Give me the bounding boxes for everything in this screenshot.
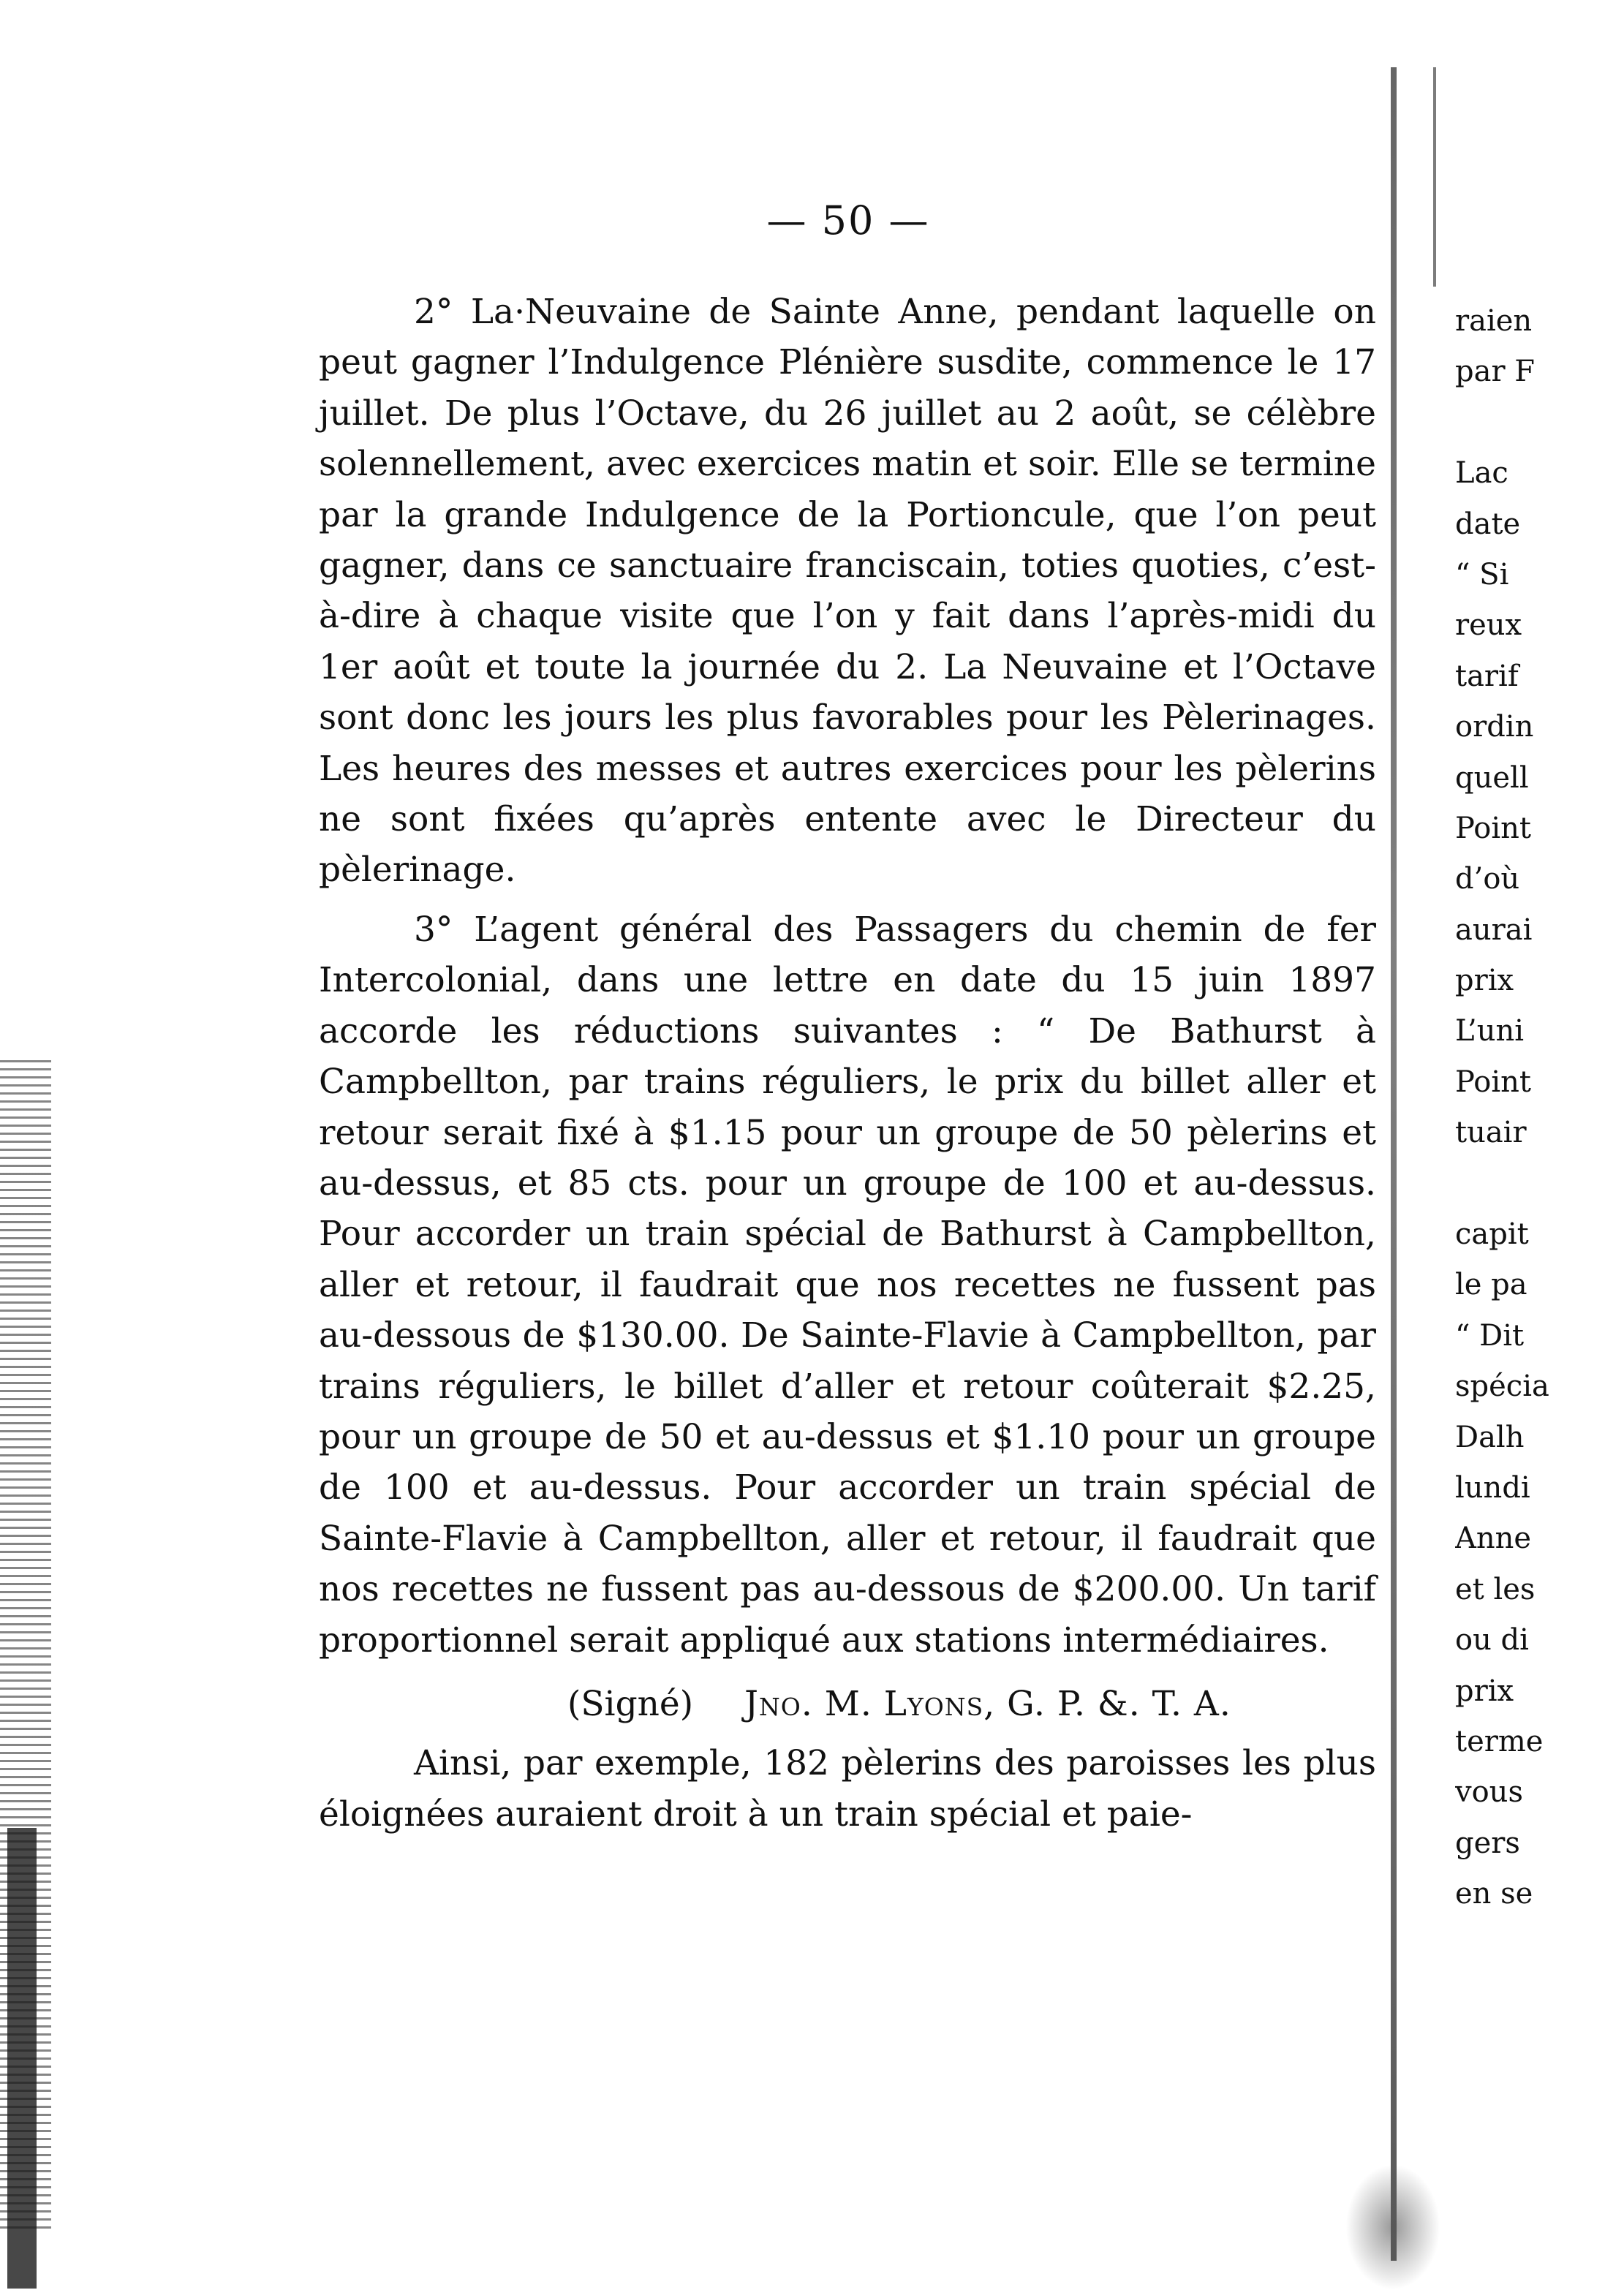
- facing-page-line: gers: [1455, 1826, 1520, 1860]
- main-text-column: [319, 287, 1376, 1840]
- facing-page-line: d’où: [1455, 862, 1520, 896]
- facing-page-line: [1455, 398, 1624, 448]
- scan-corner-smudge: [1345, 2164, 1440, 2290]
- facing-page-line: L’uni: [1455, 1014, 1525, 1048]
- signature-line: [319, 1679, 1376, 1729]
- facing-page-line: ordin: [1455, 710, 1534, 744]
- facing-page-line: [1455, 1159, 1624, 1209]
- facing-page-line: prix: [1455, 1674, 1514, 1708]
- facing-page-line: prix: [1455, 964, 1514, 998]
- facing-page-text: [1455, 296, 1624, 1920]
- facing-page-line: aurai: [1455, 912, 1533, 947]
- facing-page-line: terme: [1455, 1724, 1544, 1758]
- facing-page-line: reux: [1455, 608, 1522, 643]
- facing-page-line: raien: [1455, 304, 1533, 338]
- facing-page-line: spécia: [1455, 1369, 1549, 1404]
- facing-page-line: “ Si: [1455, 557, 1509, 592]
- signature-prefix: (Signé): [567, 1683, 694, 1724]
- facing-page-line: vous: [1455, 1775, 1523, 1810]
- facing-page-line: Lac: [1455, 456, 1508, 491]
- facing-page-line: par F: [1455, 355, 1536, 389]
- paragraph-example: Ainsi, par exemple, 182 pèlerins des paroisses les plus éloignées auraient droit à un train spécial et paie-: [319, 1743, 1376, 1834]
- facing-page-line: Point: [1455, 1065, 1532, 1099]
- facing-page-line: quell: [1455, 760, 1529, 795]
- facing-page-line: Point: [1455, 811, 1532, 845]
- page-fold-shadow: [1391, 67, 1397, 2261]
- facing-page-line: Anne: [1455, 1522, 1532, 1556]
- paragraph-neuvaine: 2° La·Neuvaine de Sainte Anne, pendant laquelle on peut gagner l’Indulgence Plénière susdite, commence le 17 juillet. De plus l’Octave, du 26 juillet au 2 août, se célèbre solennellement, avec exercices matin et soir. Elle se termine par la grande Indulgence de la Portioncule, que l’on peut gagner, dans ce sanctuaire franciscain, toties quoties, c’est-à-dire à chaque visite que l’on y fait dans l’après-midi du 1er août et toute la journée du 2. La Neuvaine et l’Octave sont donc les jours les plus favorables pour les Pèlerinages. Les heures des messes et autres exercices pour les pèlerins ne sont fixées qu’après entente avec le Directeur du pèlerinage.: [319, 292, 1376, 891]
- facing-page-line: ou di: [1455, 1623, 1529, 1658]
- facing-page-line: tarif: [1455, 659, 1519, 693]
- facing-page-line: date: [1455, 507, 1521, 541]
- facing-page-line: en se: [1455, 1877, 1533, 1911]
- page-number: — 50 —: [766, 197, 930, 243]
- facing-page-line: le pa: [1455, 1268, 1527, 1302]
- facing-page-line: lundi: [1455, 1470, 1530, 1505]
- page-edge-mark: [1433, 67, 1436, 287]
- facing-page-line: capit: [1455, 1217, 1529, 1252]
- signature-name: Jno. M. Lyons, G. P. &. T. A.: [744, 1683, 1231, 1724]
- scan-edge-shadow: [7, 1828, 37, 2289]
- paragraph-railway-reductions: 3° L’agent général des Passagers du chemin de fer Intercolonial, dans une lettre en date du 15 juin 1897 accorde les réductions suivantes : “ De Bathurst à Campbellton, par trains réguliers, le prix du billet aller et retour serait fixé à $1.15 pour un groupe de 50 pèlerins et au-dessus, et 85 cts. pour un groupe de 100 et au-dessus. Pour accorder un train spécial de Bathurst à Campbellton, aller et retour, il faudrait que nos recettes ne fussent pas au-dessous de $130.00. De Sainte-Flavie à Campbellton, par trains réguliers, le billet d’aller et retour coûterait $2.25, pour un groupe de 50 et au-dessus et $1.10 pour un groupe de 100 et au-dessus. Pour accorder un train spécial de Sainte-Flavie à Campbellton, aller et retour, il faudrait que nos recettes ne fussent pas au-dessous de $200.00. Un tarif proportionnel serait appliqué aux stations intermédiaires.: [319, 909, 1376, 1660]
- facing-page-line: et les: [1455, 1572, 1536, 1606]
- facing-page-line: “ Dit: [1455, 1318, 1525, 1353]
- facing-page-line: tuair: [1455, 1116, 1527, 1150]
- facing-page-line: Dalh: [1455, 1420, 1525, 1454]
